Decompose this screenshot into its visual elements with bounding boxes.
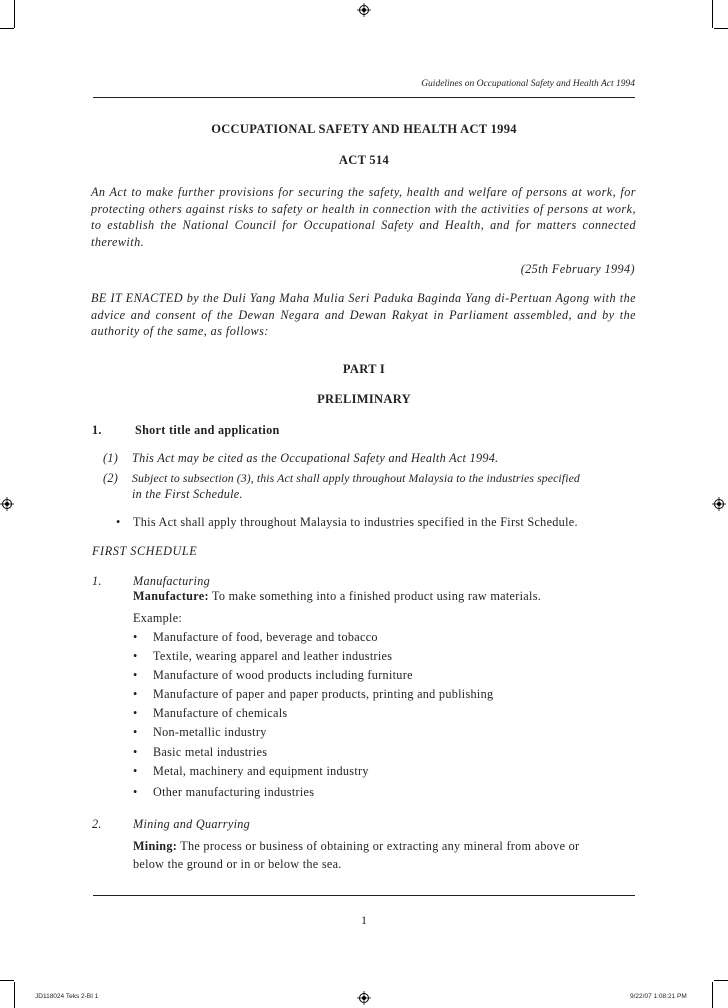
assent-date: (25th February 1994) — [520, 262, 635, 276]
schedule-item-title: Mining and Quarrying — [133, 817, 251, 831]
definition-text: below the ground or in or below the sea. — [133, 857, 342, 871]
crop-mark — [0, 28, 14, 29]
schedule-item-number: 1. — [92, 574, 102, 588]
registration-mark-icon — [712, 497, 726, 511]
definition-term: Manufacture: — [133, 589, 209, 603]
crop-mark — [14, 982, 15, 1008]
footer-rule — [93, 895, 635, 896]
registration-mark-icon — [0, 497, 14, 511]
crop-mark — [14, 0, 15, 28]
subsection-number: (2) — [103, 471, 119, 485]
subsection-text: in the First Schedule. — [132, 487, 243, 501]
print-slug-right: 9/22/07 1:08:21 PM — [630, 993, 687, 1000]
schedule-item-title: Manufacturing — [133, 574, 211, 588]
example-label: Example: — [133, 611, 183, 625]
example-item-text: Non-metallic industry — [153, 725, 267, 739]
registration-mark-icon — [357, 3, 371, 17]
bullet-icon: • — [133, 785, 138, 799]
example-item-text: Manufacture of wood products including furniture — [153, 668, 413, 682]
definition — [133, 589, 541, 604]
act-title: OCCUPATIONAL SAFETY AND HEALTH ACT 1994 — [211, 122, 517, 136]
header-rule — [93, 97, 635, 98]
section-heading: Short title and application — [135, 423, 280, 437]
registration-mark-icon — [357, 991, 371, 1005]
crop-mark — [0, 980, 14, 981]
bullet-icon: • — [116, 515, 121, 529]
crop-mark — [712, 0, 713, 28]
section-number: 1. — [92, 423, 102, 437]
example-item-text: Textile, wearing apparel and leather industries — [153, 649, 393, 663]
bullet-icon: • — [133, 630, 138, 644]
crop-mark — [714, 28, 728, 29]
bullet-icon: • — [133, 745, 138, 759]
definition-text: To make something into a finished product using raw materials. — [211, 589, 542, 603]
running-header: Guidelines on Occupational Safety and Health Act 1994 — [421, 79, 635, 89]
subsection-number: (1) — [103, 451, 119, 465]
subsection-text: Subject to subsection (3), this Act shall apply throughout Malaysia to the industries specified — [132, 471, 580, 485]
definition-text: The process or business of obtaining or extracting any mineral from above or — [180, 839, 580, 853]
subsection-text: This Act may be cited as the Occupational Safety and Health Act 1994. — [132, 451, 499, 465]
example-item-text: Manufacture of chemicals — [153, 706, 288, 720]
example-item-text: Manufacture of paper and paper products, printing and publishing — [153, 687, 494, 701]
bullet-icon: • — [133, 649, 138, 663]
example-item-text: Other manufacturing industries — [153, 785, 315, 799]
bullet-icon: • — [133, 687, 138, 701]
part-name: PRELIMINARY — [317, 392, 411, 406]
bullet-icon: • — [133, 706, 138, 720]
definition — [133, 839, 579, 854]
example-item-text: Manufacture of food, beverage and tobacco — [153, 630, 378, 644]
definition-term: Mining: — [133, 839, 178, 853]
long-title: An Act to make further provisions for securing the safety, health and welfare of persons at work, for protecting others against risks to safety or health in connection with the activities of persons at work, to establish the National Council for Occupational Safety and Health, and for matters connected therewith. — [91, 185, 636, 249]
crop-mark — [714, 980, 728, 981]
enacting-formula: BE IT ENACTED by the Duli Yang Maha Mulia Seri Paduka Baginda Yang di-Pertuan Agong with the advice and consent of the Dewan Negara and Dewan Rakyat in Parliament assembled, and by the authority of the same, as follows: — [91, 291, 636, 338]
print-slug-left: JD118024 Teks 2-BI 1 — [35, 993, 99, 1000]
bullet-icon: • — [133, 764, 138, 778]
bullet-icon: • — [133, 725, 138, 739]
example-item-text: Metal, machinery and equipment industry — [153, 764, 369, 778]
act-number: ACT 514 — [338, 153, 390, 167]
page-number: 1 — [361, 913, 367, 927]
part-label: PART I — [342, 362, 386, 376]
schedule-heading: FIRST SCHEDULE — [92, 544, 198, 558]
crop-mark — [712, 982, 713, 1008]
schedule-item-number: 2. — [92, 817, 102, 831]
bullet-icon: • — [133, 668, 138, 682]
example-item-text: Basic metal industries — [153, 745, 268, 759]
explanatory-note: This Act shall apply throughout Malaysia to industries specified in the First Schedule. — [133, 515, 578, 529]
